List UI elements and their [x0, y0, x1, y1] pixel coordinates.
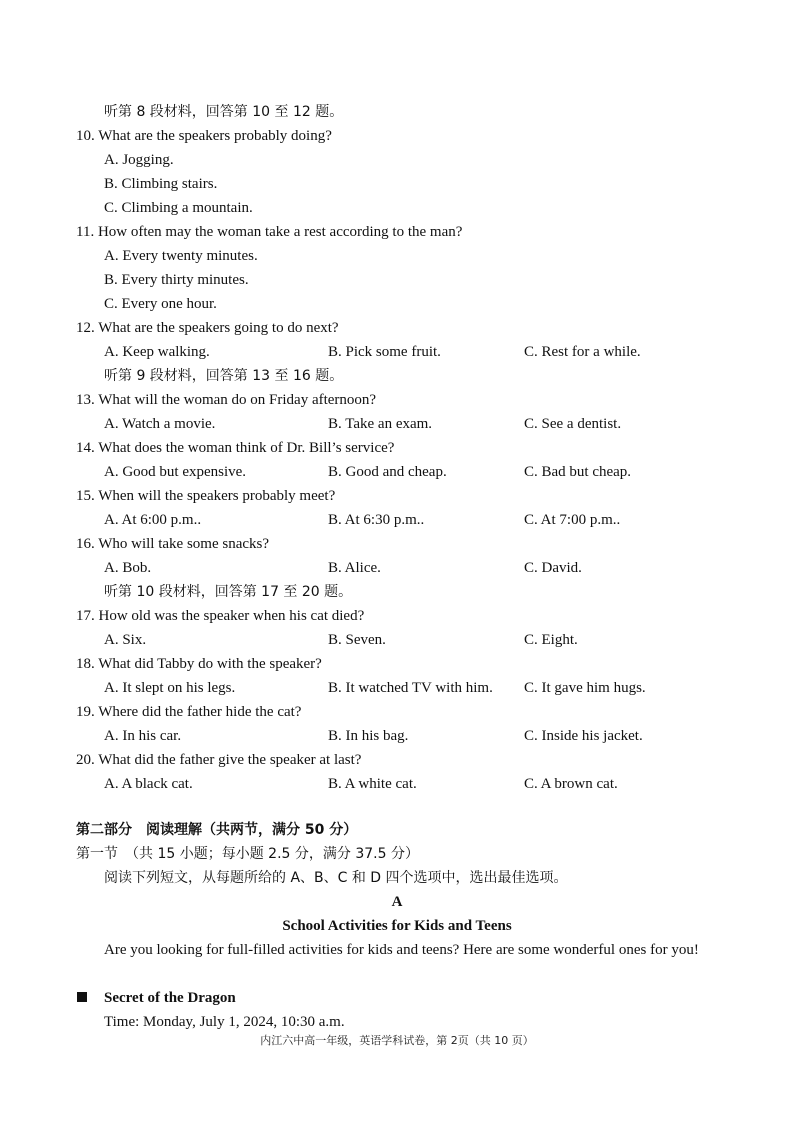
question-15: 15. When will the speakers probably meet? — [76, 488, 336, 504]
option-14c: C. Bad but cheap. — [524, 464, 632, 480]
question-12: 12. What are the speakers going to do next? — [76, 320, 339, 336]
option-19b: B. In his bag. — [328, 728, 409, 744]
option-17a: A. Six. — [104, 632, 147, 648]
option-15c: C. At 7:00 p.m.. — [524, 512, 621, 528]
question-16: 16. Who will take some snacks? — [76, 536, 270, 552]
option-18b: B. It watched TV with him. — [328, 680, 493, 696]
part2-instruction: 阅读下列短文，从每题所给的 A、B、C 和 D 四个选项中，选出最佳选项。 — [104, 870, 568, 886]
activity1-title: Secret of the Dragon — [104, 990, 236, 1006]
question-10: 10. What are the speakers probably doing? — [76, 128, 332, 144]
option-20c: C. A brown cat. — [524, 776, 618, 792]
passage-letter: A — [391, 894, 403, 910]
question-18: 18. What did Tabby do with the speaker? — [76, 656, 322, 672]
option-10c: C. Climbing a mountain. — [104, 200, 253, 216]
option-13b: B. Take an exam. — [328, 416, 433, 432]
option-10a: A. Jogging. — [104, 152, 174, 168]
question-14: 14. What does the woman think of Dr. Bill’s service? — [76, 440, 395, 456]
question-13: 13. What will the woman do on Friday afternoon? — [76, 392, 377, 408]
option-11a: A. Every twenty minutes. — [104, 248, 258, 264]
option-19a: A. In his car. — [104, 728, 182, 744]
option-13a: A. Watch a movie. — [104, 416, 216, 432]
option-16b: B. Alice. — [328, 560, 381, 576]
passage-intro: Are you looking for full-filled activities for kids and teens? Here are some wonderful ones for you! — [104, 942, 699, 958]
section-intro-9: 听第 9 段材料，回答第 13 至 16 题。 — [104, 368, 344, 384]
option-12b: B. Pick some fruit. — [328, 344, 441, 360]
part2-title: 第二部分 阅读理解（共两节，满分 50 分） — [76, 822, 358, 838]
square-bullet-icon — [77, 992, 87, 1002]
option-18a: A. It slept on his legs. — [104, 680, 236, 696]
section-intro-10: 听第 10 段材料，回答第 17 至 20 题。 — [104, 584, 353, 600]
option-16c: C. David. — [524, 560, 582, 576]
question-20: 20. What did the father give the speaker at last? — [76, 752, 362, 768]
section-intro-8: 听第 8 段材料，回答第 10 至 12 题。 — [104, 104, 344, 120]
option-17b: B. Seven. — [328, 632, 386, 648]
option-14a: A. Good but expensive. — [104, 464, 247, 480]
part2-section1: 第一节 （共 15 小题；每小题 2.5 分，满分 37.5 分） — [76, 846, 419, 862]
option-20a: A. A black cat. — [104, 776, 193, 792]
option-15b: B. At 6:30 p.m.. — [328, 512, 425, 528]
question-17: 17. How old was the speaker when his cat died? — [76, 608, 365, 624]
option-17c: C. Eight. — [524, 632, 578, 648]
option-19c: C. Inside his jacket. — [524, 728, 643, 744]
option-14b: B. Good and cheap. — [328, 464, 447, 480]
question-11: 11. How often may the woman take a rest according to the man? — [76, 224, 463, 240]
option-18c: C. It gave him hugs. — [524, 680, 646, 696]
option-11c: C. Every one hour. — [104, 296, 217, 312]
option-10b: B. Climbing stairs. — [104, 176, 218, 192]
option-12a: A. Keep walking. — [104, 344, 210, 360]
option-15a: A. At 6:00 p.m.. — [104, 512, 202, 528]
option-20b: B. A white cat. — [328, 776, 417, 792]
question-19: 19. Where did the father hide the cat? — [76, 704, 302, 720]
option-16a: A. Bob. — [104, 560, 152, 576]
option-13c: C. See a dentist. — [524, 416, 622, 432]
option-11b: B. Every thirty minutes. — [104, 272, 249, 288]
activity1-time: Time: Monday, July 1, 2024, 10:30 a.m. — [104, 1014, 345, 1030]
option-12c: C. Rest for a while. — [524, 344, 641, 360]
page-footer: 内江六中高一年级，英语学科试卷，第 2页（共 10 页） — [260, 1034, 534, 1047]
passage-title: School Activities for Kids and Teens — [282, 918, 512, 934]
